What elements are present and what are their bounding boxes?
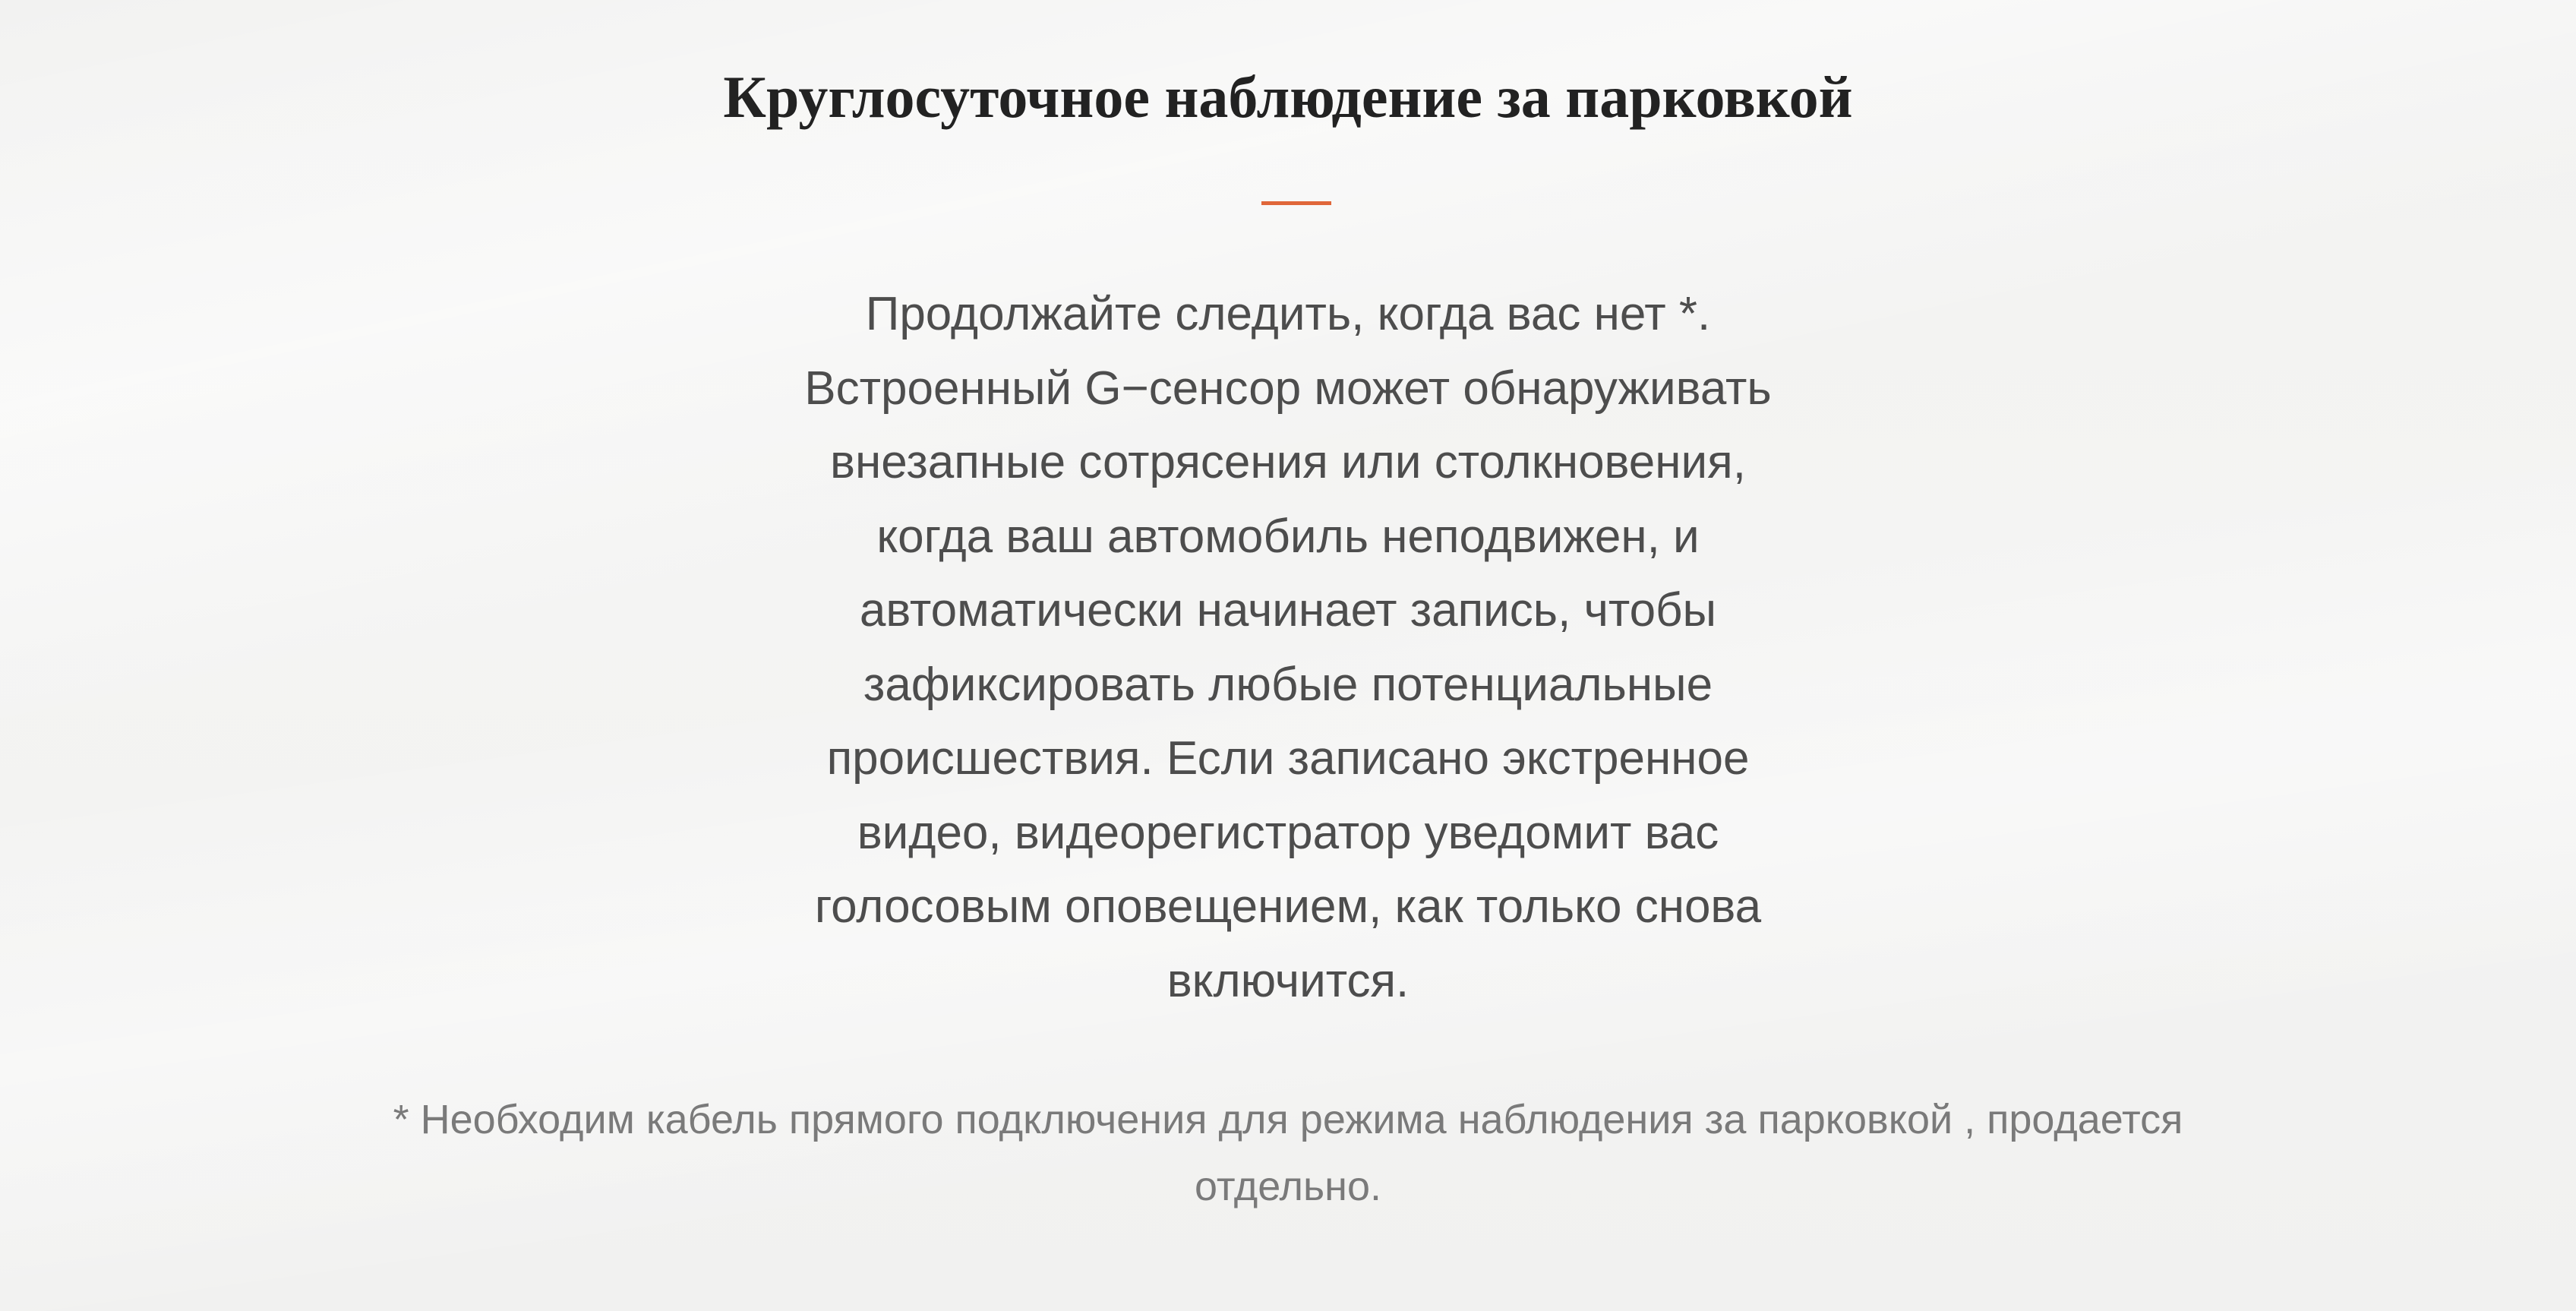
description-text (718, 277, 1858, 1018)
footnote-line: * Необходим кабель прямого подключения для режима наблюдения за парковкой , продается (393, 1097, 2183, 1142)
section-title: Круглосуточное наблюдение за парковкой (723, 64, 1853, 130)
description-line: зафиксировать любые потенциальные (863, 658, 1713, 711)
footnote-line: отдельно. (1194, 1164, 1382, 1209)
accent-divider (1261, 201, 1331, 205)
description-line: Встроенный G−сенсор может обнаруживать (804, 362, 1772, 415)
description-line: голосовым оповещением, как только снова (814, 880, 1762, 933)
footnote-text (263, 1086, 2313, 1220)
description-line: включится. (1166, 954, 1410, 1007)
description-line: внезапные сотрясения или столкновения, (830, 436, 1746, 488)
description-line: автоматически начинает запись, чтобы (859, 584, 1717, 637)
description-line: происшествия. Если записано экстренное (826, 732, 1750, 785)
description-line: Продолжайте следить, когда вас нет *. (865, 288, 1711, 340)
description-line: видео, видеорегистратор уведомит вас (857, 806, 1719, 859)
description-line: когда ваш автомобиль неподвижен, и (876, 510, 1700, 563)
